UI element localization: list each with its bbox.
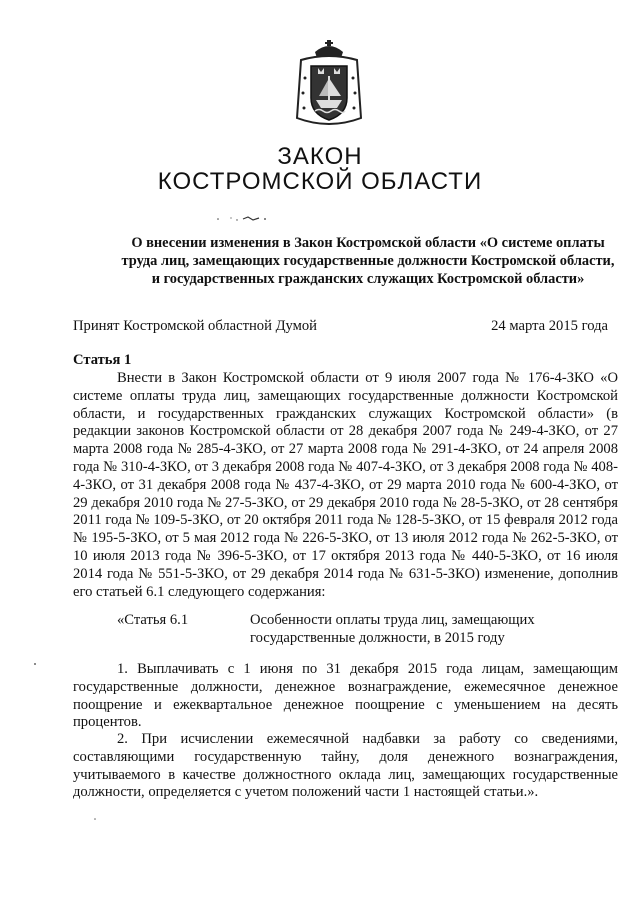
scan-specks — [215, 213, 275, 225]
inserted-article-point-1: 1. Выплачивать с 1 июня по 31 декабря 2015 года лицам, замещающим государственные должности, денежное вознаграждение, ежемесячное денежное поощрение и ежеквартальное денежное поощрение с уменьшением на десять процентов. — [73, 661, 618, 731]
kostroma-coat-of-arms-icon — [291, 38, 367, 132]
law-subject: О внесении изменения в Закон Костромской области «О системе оплаты труда лиц, замещающих государственные должности Костромской области, и государственных гражданских служащих Костромской области» — [121, 235, 615, 287]
inserted-article-title: Особенности оплаты труда лиц, замещающих государственные должности, в 2015 году — [250, 612, 535, 646]
law-title-line1: ЗАКОН — [277, 143, 363, 170]
adoption-date: 24 марта 2015 года — [491, 318, 608, 334]
law-title-line2: КОСТРОМСКОЙ ОБЛАСТИ — [157, 168, 483, 195]
adopted-by: Принят Костромской областной Думой — [73, 318, 317, 334]
margin-speck — [93, 817, 97, 821]
margin-speck — [33, 662, 37, 666]
article-heading: Статья 1 — [73, 352, 132, 368]
article-intro-paragraph: Внести в Закон Костромской области от 9 июля 2007 года № 176-4-ЗКО «О системе оплаты труда лиц, замещающих государственные должности Костромской области, и государственных гражданских служащих Костромской области» (в редакции законов Костромской области от 28 декабря 2007 года № 249-4-ЗКО, от 27 марта 2008 года № 285-4-ЗКО, от 27 марта 2008 года № 291-4-ЗКО, от 24 апреля 2008 года № 310-4-ЗКО, от 3 декабря 2008 года № 407-4-ЗКО, от 3 декабря 2008 года № 408-4-ЗКО, от 31 декабря 2008 года № 437-4-ЗКО, от 29 марта 2010 года № 600-4-ЗКО, от 29 декабря 2010 года № 27-5-ЗКО, от 29 декабря 2010 года № 28-5-ЗКО, от 28 сентября 2011 года № 109-5-ЗКО, от 20 октября 2011 года № 128-5-ЗКО, от 15 февраля 2012 года № 195-5-ЗКО, от 5 мая 2012 года № 226-5-ЗКО, от 13 июля 2012 года № 262-5-ЗКО, от 10 июля 2013 года № 396-5-ЗКО, от 17 октября 2013 года № 440-5-ЗКО, от 16 июля 2014 года № 551-5-ЗКО, от 29 декабря 2014 года № 631-5-ЗКО) изменение, дополнив его статьей 6.1 следующего содержания: — [73, 370, 618, 600]
inserted-article-label: «Статья 6.1 — [117, 612, 189, 628]
inserted-article-point-2: 2. При исчислении ежемесячной надбавки за работу со сведениями, составляющими государственную тайну, доля денежного вознаграждения, учитываемого в качестве должностного оклада лиц, замещающих государственные должности, определяется с учетом положений части 1 настоящей статьи.». — [73, 731, 618, 801]
